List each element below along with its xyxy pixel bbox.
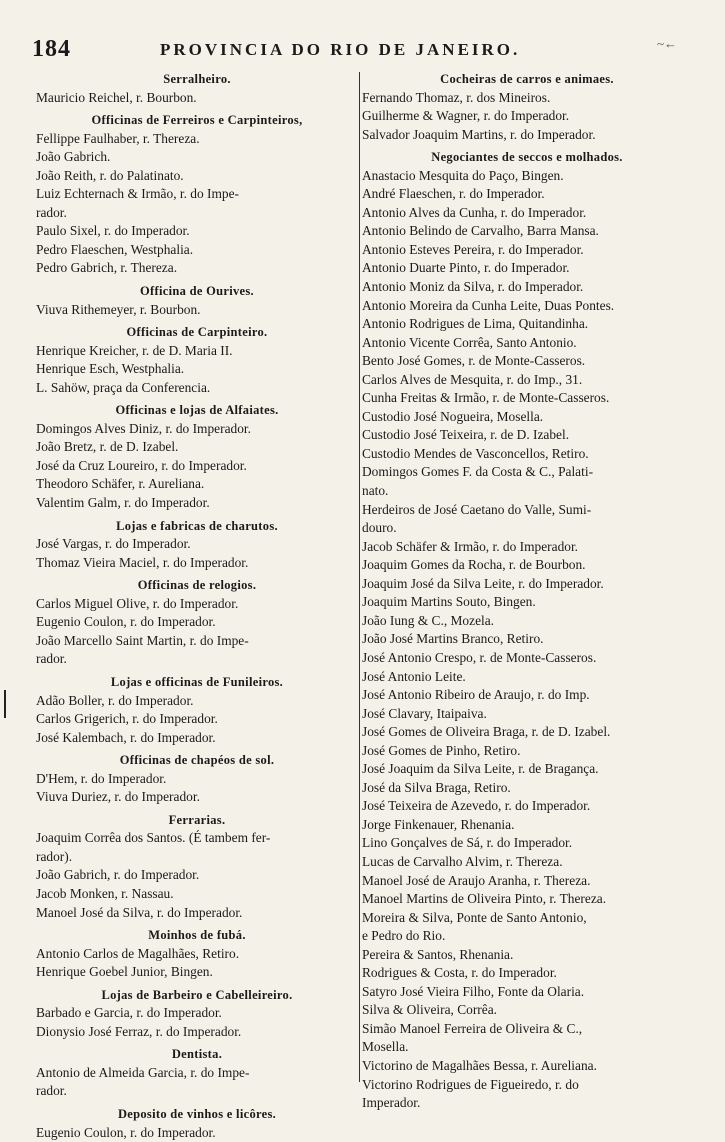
directory-entry: Manoel Martins de Oliveira Pinto, r. Thereza. xyxy=(362,891,607,907)
directory-entry: Antonio de Almeida Garcia, r. do Impe- xyxy=(36,1064,250,1080)
column-divider xyxy=(359,72,360,1082)
section-heading: Ferrarias. xyxy=(168,812,226,827)
directory-entry: Antonio Alves da Cunha, r. do Imperador. xyxy=(362,204,587,220)
section-heading: Dentista. xyxy=(171,1047,223,1062)
section-heading: Officinas de chapéos de sol. xyxy=(119,753,275,768)
directory-entry: Domingos Gomes F. da Costa & C., Palati- xyxy=(362,464,594,480)
directory-entry: José Gomes de Oliveira Braga, r. de D. Izabel. xyxy=(362,724,611,740)
directory-entry: douro. xyxy=(362,520,397,536)
directory-entry: Carlos Grigerich, r. do Imperador. xyxy=(36,711,218,727)
directory-entry: e Pedro do Rio. xyxy=(362,928,446,944)
directory-entry: Jacob Schäfer & Irmão, r. do Imperador. xyxy=(362,538,579,554)
directory-entry: Mauricio Reichel, r. Bourbon. xyxy=(36,89,197,105)
directory-entry: Lino Gonçalves de Sá, r. do Imperador. xyxy=(362,835,573,851)
directory-entry: José da Cruz Loureiro, r. do Imperador. xyxy=(36,457,247,473)
directory-entry: Rodrigues & Costa, r. do Imperador. xyxy=(362,965,557,981)
page-number: 184 xyxy=(32,36,71,62)
directory-entry: João Iung & C., Mozela. xyxy=(362,612,495,628)
directory-entry: José Vargas, r. do Imperador. xyxy=(36,536,191,552)
directory-entry: Victorino Rodrigues de Figueiredo, r. do xyxy=(362,1076,579,1092)
directory-entry: João Gabrich, r. do Imperador. xyxy=(36,867,200,883)
directory-entry: Antonio Duarte Pinto, r. do Imperador. xyxy=(362,260,570,276)
directory-entry: Eugenio Coulon, r. do Imperador. xyxy=(36,1124,216,1140)
directory-entry: Anastacio Mesquita do Paço, Bingen. xyxy=(362,167,564,183)
directory-entry: Joaquim Corrêa dos Santos. (É tambem fer- xyxy=(36,830,271,846)
directory-entry: João Gabrich. xyxy=(36,149,111,165)
directory-entry: Mosella. xyxy=(362,1039,409,1055)
section-heading: Lojas de Barbeiro e Cabelleireiro. xyxy=(101,987,293,1002)
directory-entry: Eugenio Coulon, r. do Imperador. xyxy=(36,614,216,630)
directory-entry: Dionysio José Ferraz, r. do Imperador. xyxy=(36,1023,242,1039)
directory-entry: Simão Manoel Ferreira de Oliveira & C., xyxy=(362,1020,583,1036)
directory-entry: Joaquim Gomes da Rocha, r. de Bourbon. xyxy=(362,557,586,573)
directory-entry: Valentim Galm, r. do Imperador. xyxy=(36,495,210,511)
directory-entry: Antonio Vicente Corrêa, Santo Antonio. xyxy=(362,334,577,350)
left-column xyxy=(36,70,358,1142)
directory-entry: D'Hem, r. do Imperador. xyxy=(36,770,167,786)
directory-entry: Custodio José Nogueira, Mosella. xyxy=(362,408,544,424)
directory-entry: André Flaeschen, r. do Imperador. xyxy=(362,186,545,202)
directory-entry: Antonio Moniz da Silva, r. do Imperador. xyxy=(362,279,584,295)
directory-entry: Jacob Monken, r. Nassau. xyxy=(36,885,174,901)
directory-entry: Manoel José da Silva, r. do Imperador. xyxy=(36,904,243,920)
directory-entry: Victorino de Magalhães Bessa, r. Aureliana. xyxy=(362,1057,597,1073)
page-header xyxy=(32,36,692,66)
directory-entry: Satyro José Vieira Filho, Fonte da Olaria. xyxy=(362,983,585,999)
section-heading: Cocheiras de carros e animaes. xyxy=(440,72,614,86)
directory-entry: Antonio Moreira da Cunha Leite, Duas Pontes. xyxy=(362,297,615,313)
directory-entry: Custodio José Teixeira, r. de D. Izabel. xyxy=(362,427,570,443)
directory-entry: rador. xyxy=(36,1083,67,1099)
directory-entry: João José Martins Branco, Retiro. xyxy=(362,631,544,647)
section-heading: Moinhos de fubá. xyxy=(148,928,246,943)
directory-entry: Luiz Echternach & Irmão, r. do Impe- xyxy=(36,186,240,202)
section-heading: Lojas e officinas de Funileiros. xyxy=(110,674,284,689)
directory-entry: Cunha Freitas & Irmão, r. de Monte-Casseros. xyxy=(362,390,610,406)
directory-entry: Lucas de Carvalho Alvim, r. Thereza. xyxy=(362,853,563,869)
directory-entry: Guilherme & Wagner, r. do Imperador. xyxy=(362,108,570,124)
directory-entry: Fernando Thomaz, r. dos Mineiros. xyxy=(362,89,551,105)
section-heading: Officinas de relogios. xyxy=(137,578,257,593)
directory-entry: Herdeiros de José Caetano do Valle, Sumi- xyxy=(362,501,592,517)
directory-entry: Barbado e Garcia, r. do Imperador. xyxy=(36,1005,222,1021)
section-heading: Officinas e lojas de Alfaiates. xyxy=(115,403,279,418)
section-heading: Deposito de vinhos e licôres. xyxy=(117,1106,277,1121)
directory-entry: Henrique Goebel Junior, Bingen. xyxy=(36,964,213,980)
right-column xyxy=(362,70,692,1113)
directory-entry: Moreira & Silva, Ponte de Santo Antonio, xyxy=(362,909,587,925)
directory-entry: Manoel José de Araujo Aranha, r. Thereza. xyxy=(362,872,591,888)
directory-entry: L. Sahöw, praça da Conferencia. xyxy=(36,379,211,395)
corner-mark: ~← xyxy=(657,36,678,51)
directory-entry: Antonio Rodrigues de Lima, Quitandinha. xyxy=(362,316,589,332)
directory-entry: José Joaquim da Silva Leite, r. de Bragança. xyxy=(362,761,599,777)
directory-entry: Pereira & Santos, Rhenania. xyxy=(362,946,514,962)
directory-entry: Thomaz Vieira Maciel, r. do Imperador. xyxy=(36,554,249,570)
directory-entry: Pedro Gabrich, r. Thereza. xyxy=(36,260,178,276)
directory-entry: Antonio Esteves Pereira, r. do Imperador. xyxy=(362,241,584,257)
section-heading: Lojas e fabricas de charutos. xyxy=(116,518,278,533)
directory-entry: Bento José Gomes, r. de Monte-Casseros. xyxy=(362,353,586,369)
directory-entry: Jorge Finkenauer, Rhenania. xyxy=(362,816,515,832)
directory-entry: Viuva Duriez, r. do Imperador. xyxy=(36,789,200,805)
directory-entry: Antonio Belindo de Carvalho, Barra Mansa. xyxy=(362,223,599,239)
directory-entry: rador. xyxy=(36,651,67,667)
directory-entry: Carlos Alves de Mesquita, r. do Imp., 31. xyxy=(362,371,583,387)
directory-entry: nato. xyxy=(362,483,389,499)
section-heading: Officinas de Carpinteiro. xyxy=(126,325,268,340)
directory-entry: Carlos Miguel Olive, r. do Imperador. xyxy=(36,595,239,611)
directory-entry: José Antonio Crespo, r. de Monte-Casseros. xyxy=(362,649,597,665)
directory-entry: Henrique Esch, Westphalia. xyxy=(36,361,185,377)
directory-entry: rador. xyxy=(36,204,67,220)
section-heading: Officina de Ourives. xyxy=(140,284,254,299)
page-title: PROVINCIA DO RIO DE JANEIRO. xyxy=(160,40,521,59)
directory-entry: Paulo Sixel, r. do Imperador. xyxy=(36,223,190,239)
directory-entry: José Clavary, Itaipaiva. xyxy=(362,705,487,721)
directory-entry: José Gomes de Pinho, Retiro. xyxy=(362,742,521,758)
directory-entry: José Antonio Ribeiro de Araujo, r. do Imp. xyxy=(362,687,590,703)
directory-entry: Joaquim Martins Souto, Bingen. xyxy=(362,594,536,610)
directory-entry: Imperador. xyxy=(362,1095,421,1111)
directory-entry: Joaquim José da Silva Leite, r. do Imperador. xyxy=(362,575,604,591)
directory-entry: José Teixeira de Azevedo, r. do Imperador. xyxy=(362,798,591,814)
directory-entry: José Antonio Leite. xyxy=(362,668,466,684)
directory-entry: João Marcello Saint Martin, r. do Impe- xyxy=(36,632,249,648)
directory-entry: José da Silva Braga, Retiro. xyxy=(362,779,511,795)
directory-entry: Domingos Alves Diniz, r. do Imperador. xyxy=(36,420,251,436)
directory-entry: Theodoro Schäfer, r. Aureliana. xyxy=(36,476,205,492)
section-heading: Officinas de Ferreiros e Carpinteiros, xyxy=(91,113,303,128)
directory-entry: Adão Boller, r. do Imperador. xyxy=(36,692,194,708)
directory-entry: rador). xyxy=(36,848,73,864)
directory-entry: Fellippe Faulhaber, r. Thereza. xyxy=(36,130,200,146)
directory-entry: Pedro Flaeschen, Westphalia. xyxy=(36,241,194,257)
directory-entry: João Reith, r. do Palatinato. xyxy=(36,167,184,183)
directory-entry: João Bretz, r. de D. Izabel. xyxy=(36,439,179,455)
directory-entry: José Kalembach, r. do Imperador. xyxy=(36,729,216,745)
section-heading: Serralheiro. xyxy=(163,72,231,86)
directory-entry: Silva & Oliveira, Corrêa. xyxy=(362,1002,497,1018)
directory-entry: Salvador Joaquim Martins, r. do Imperador. xyxy=(362,126,596,142)
directory-entry: Antonio Carlos de Magalhães, Retiro. xyxy=(36,945,240,961)
directory-entry: Henrique Kreicher, r. de D. Maria II. xyxy=(36,342,233,358)
section-heading: Negociantes de seccos e molhados. xyxy=(431,150,623,165)
margin-mark xyxy=(4,690,6,718)
directory-entry: Viuva Rithemeyer, r. Bourbon. xyxy=(36,301,201,317)
directory-entry: Custodio Mendes de Vasconcellos, Retiro. xyxy=(362,445,589,461)
